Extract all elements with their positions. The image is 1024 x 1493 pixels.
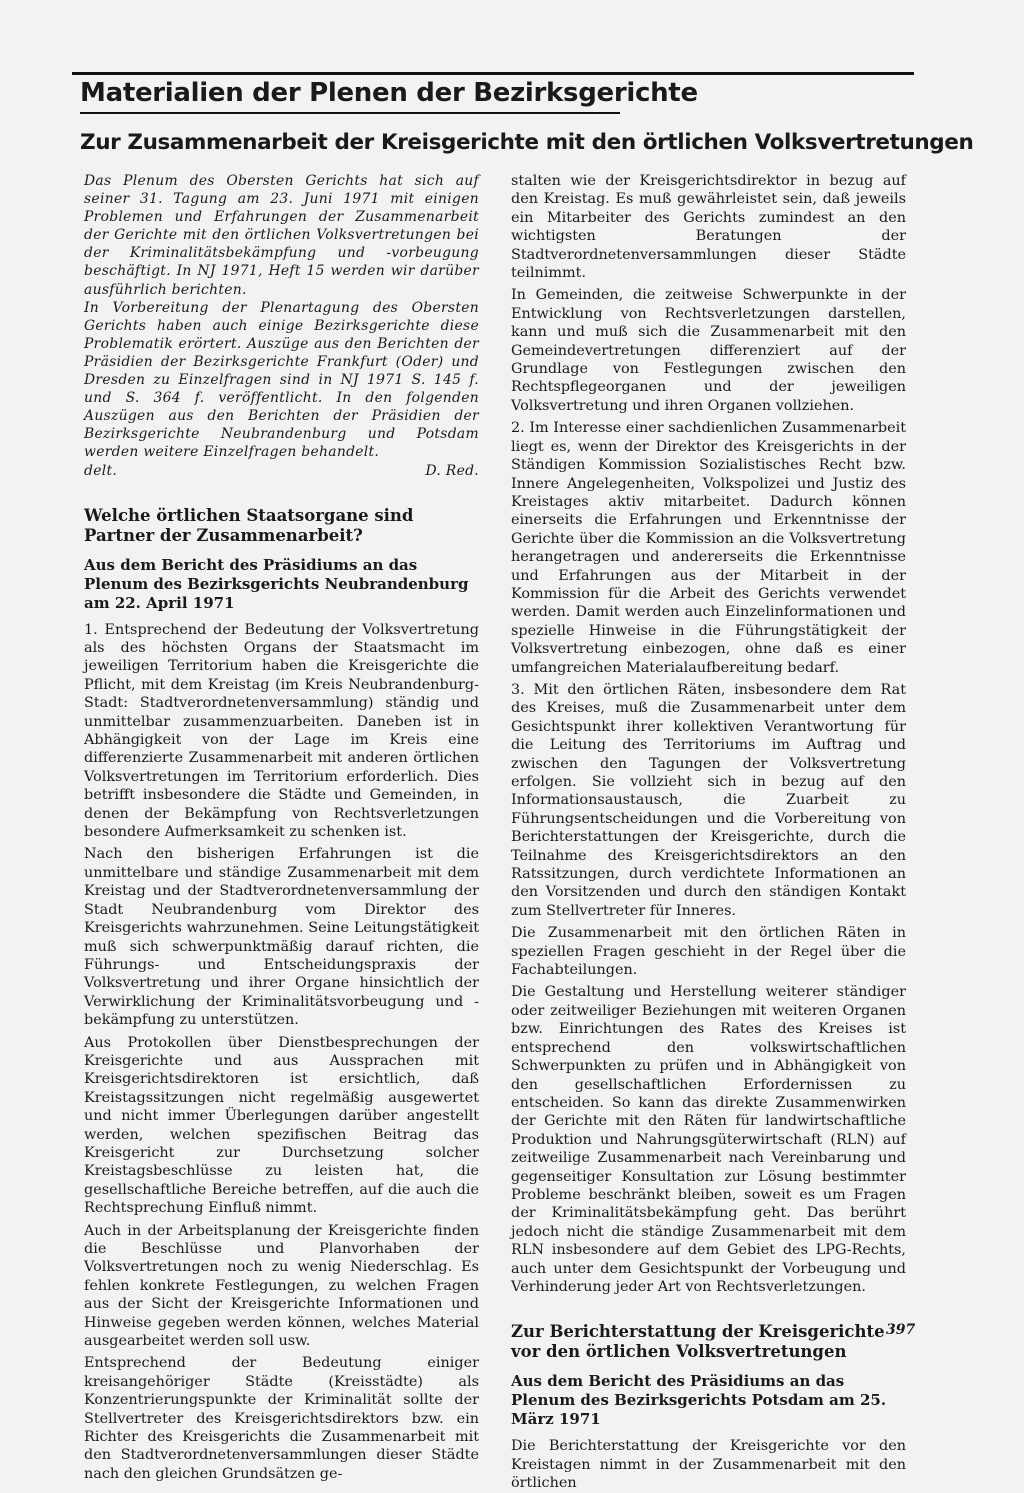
report-subheading: Aus dem Bericht des Präsidiums an das Plenum des Bezirksgerichts Neubrandenburg am 22. April 1971: [84, 555, 469, 612]
body-paragraph: 1. Entsprechend der Bedeutung der Volksvertretung als des höchsten Organs der Staatsmacht im jeweiligen Territorium haben die Kreisgerichte die Pflicht, mit dem Kreistag (im Kreis Neubrandenburg-Stadt: Stadtverordnetenversammlung) ständig und unmittelbar zusammenzuarbeiten. Daneben ist in Abhängigkeit von der Lage im Kreis eine differenzierte Zusammenarbeit mit anderen örtlichen Volksvertretungen im Territorium erforderlich. Dies betrifft insbesondere die Städte und Gemeinden, in denen der Bekämpfung von Rechtsverletzungen besondere Aufmerksamkeit zu schenken ist.: [84, 621, 479, 841]
body-paragraph: Aus Protokollen über Dienstbesprechungen der Kreisgerichte und aus Aussprachen mit Kreisgerichtsdirektoren ist ersichtlich, daß Kreistagssitzungen nicht regelmäßig ausgewertet und nicht immer Überlegungen darüber angestellt werden, welchen spezifischen Beitrag das Kreisgericht zur Durchsetzung solcher Kreistagsbeschlüsse zu leisten hat, die gesellschaftliche Bereiche betreffen, auf die auch die Rechtsprechung Einfluß nimmt.: [84, 1034, 479, 1217]
intro-last-word: delt.: [84, 462, 118, 479]
page-number: 397: [886, 1322, 916, 1338]
body-paragraph: 3. Mit den örtlichen Räten, insbesondere dem Rat des Kreises, muß die Zusammenarbeit unter dem Gesichtspunkt ihrer kollektiven Verantwortung für die Leitung des Territoriums im Auftrag und zwischen den Tagungen der Volksvertretung erfolgen. Sie vollzieht sich in bezug auf den Informationsaustausch, die Zuarbeit zu Führungsentscheidungen und die Vorbereitung von Berichterstattungen der Kreisgerichte, durch die Teilnahme des Kreisgerichtsdirektors an den Ratssitzungen, durch verdichtete Informationen an den Vorsitzenden und durch den ständigen Kontakt zum Stellvertreter für Inneres.: [511, 681, 906, 919]
editorial-intro-paragraph: In Vorbereitung der Plenartagung des Obersten Gerichts haben auch einige Bezirksgerichte diese Problematik erörtert. Auszüge aus den Berichten der Präsidien der Bezirksgerichte Frankfurt (Oder) und Dresden zu Einzelfragen sind in NJ 1971 S. 145 f. und S. 364 f. veröffentlicht. In den folgenden Auszügen aus den Berichten der Präsidien der Bezirksgerichte Neubrandenburg und Potsdam werden weitere Einzelfragen behandelt.: [84, 299, 479, 461]
body-paragraph: Auch in der Arbeitsplanung der Kreisgerichte finden die Beschlüsse und Planvorhaben der Volksvertretungen noch zu wenig Niederschlag. Es fehlen konkrete Festlegungen, zu welchen Fragen aus der Sicht der Kreisgerichte Informationen und Hinweise gegeben werden können, welches Material ausgearbeitet werden soll usw.: [84, 1222, 479, 1350]
body-paragraph: Nach den bisherigen Erfahrungen ist die unmittelbare und ständige Zusammenarbeit mit dem Kreistag und der Stadtverordnetenversammlung der Stadt Neubrandenburg vom Direktor des Kreisgerichts wahrzunehmen. Seine Leitungstätigkeit muß sich schwerpunktmäßig darauf richten, die Führungs- und Entscheidungspraxis der Volksvertretung und ihrer Organe hinsichtlich der Verwirklichung der Kriminalitätsvorbeugung und -bekämpfung zu unterstützen.: [84, 846, 479, 1029]
left-column: [84, 172, 479, 1483]
report-subheading: Aus dem Bericht des Präsidiums an das Plenum des Bezirksgerichts Potsdam am 25. März 1971: [511, 1372, 887, 1429]
section-heading: Zur Berichterstattung der Kreisgerichte vor den örtlichen Volksvertretungen: [511, 1322, 885, 1362]
right-column: [511, 172, 906, 1493]
body-paragraph: 2. Im Interesse einer sachdienlichen Zusammenarbeit liegt es, wenn der Direktor des Kreisgerichts in der Ständigen Kommission Sozialistisches Recht bzw. Innere Angelegenheiten, Volkspolizei und Justiz des Kreistages aktiv mitarbeitet. Dadurch können einerseits die Erfahrungen und Erkenntnisse der Gerichte über die Kommission an die Volksvertretung herangetragen und andererseits die Erkenntnisse und Erfahrungen aus der Mitarbeit in der Kommission für die Arbeit des Gerichts verwendet werden. Damit werden auch Einzelinformationen und spezielle Hinweise in die Führungstätigkeit der Volksvertretung einbezogen, ohne daß es einer umfangreichen Materialaufbereitung bedarf.: [511, 420, 906, 676]
body-paragraph: In Gemeinden, die zeitweise Schwerpunkte in der Entwicklung von Rechtsverletzungen darstellen, kann und muß sich die Zusammenarbeit mit den Gemeindevertretungen differenziert auf der Grundlage von Festlegungen zwischen den Rechtspflegeorganen und der jeweiligen Volksvertretung und ihren Organen vollziehen.: [511, 287, 906, 414]
body-paragraph: Die Gestaltung und Herstellung weiterer ständiger oder zeitweiliger Beziehungen mit weiteren Organen bzw. Einrichtungen des Rates des Kreises ist entsprechend den volkswirtschaftlichen Schwerpunkten zu prüfen und in Abhängigkeit von den gesellschaftlichen Erfordernissen zu entscheiden. So kann das direkte Zusammenwirken der Gerichte mit den Räten für landwirtschaftliche Produktion und Nahrungsgüterwirtschaft (RLN) auf zeitweilige Zusammenarbeit nach Vereinbarung und gegenseitiger Konsultation zur Lösung bestimmter Probleme beschränkt bleiben, soweit es um Fragen der Kriminalitätsbekämpfung geht. Das berührt jedoch nicht die ständige Zusammenarbeit mit dem RLN insbesondere auf dem Gebiet des LPG-Rechts, auch unter dem Gesichtspunkt der Vorbeugung und Verhinderung jeder Art von Rechtsverletzungen.: [511, 984, 906, 1295]
article-title: Zur Zusammenarbeit der Kreisgerichte mit den örtlichen Volksvertretungen: [80, 130, 974, 155]
editorial-intro-paragraph: Das Plenum des Obersten Gerichts hat sich auf seiner 31. Tagung am 23. Juni 1971 mit einigen Problemen und Erfahrungen der Zusammenarbeit der Gerichte mit den örtlichen Volksvertretungen bei der Kriminalitätsbekämpfung und -vorbeugung beschäftigt. In NJ 1971, Heft 15 werden wir darüber ausführlich berichten.: [84, 173, 479, 298]
body-paragraph: Die Zusammenarbeit mit den örtlichen Räten in speziellen Fragen geschieht in der Regel über die Fachabteilungen.: [511, 925, 906, 979]
body-paragraph: Die Berichterstattung der Kreisgerichte vor den Kreistagen nimmt in der Zusammenarbeit mit den örtlichen: [511, 1438, 906, 1492]
section-title-underline: [80, 112, 620, 114]
editorial-signature-line: [84, 462, 479, 480]
editorial-signature: D. Red.: [425, 462, 479, 479]
body-paragraph: Entsprechend der Bedeutung einiger kreisangehöriger Städte (Kreisstädte) als Konzentrierungspunkte der Kriminalität sollte der Stellvertreter des Kreisgerichtsdirektors bzw. ein Richter des Kreisgerichts die Zusammenarbeit mit den Stadtverordnetenversammlungen dieser Städte nach den gleichen Grundsätzen ge-: [84, 1355, 479, 1482]
section-heading: Welche örtlichen Staatsorgane sind Partner der Zusammenarbeit?: [84, 505, 414, 545]
body-paragraph: stalten wie der Kreisgerichtsdirektor in bezug auf den Kreistag. Es muß gewährleistet sein, daß jeweils ein Mitarbeiter des Gerichts zumindest an den wichtigsten Beratungen der Stadtverordnetenversammlungen dieser Städte teilnimmt.: [511, 173, 906, 282]
section-title: Materialien der Plenen der Bezirksgerichte: [80, 78, 698, 108]
top-rule: [72, 72, 914, 75]
